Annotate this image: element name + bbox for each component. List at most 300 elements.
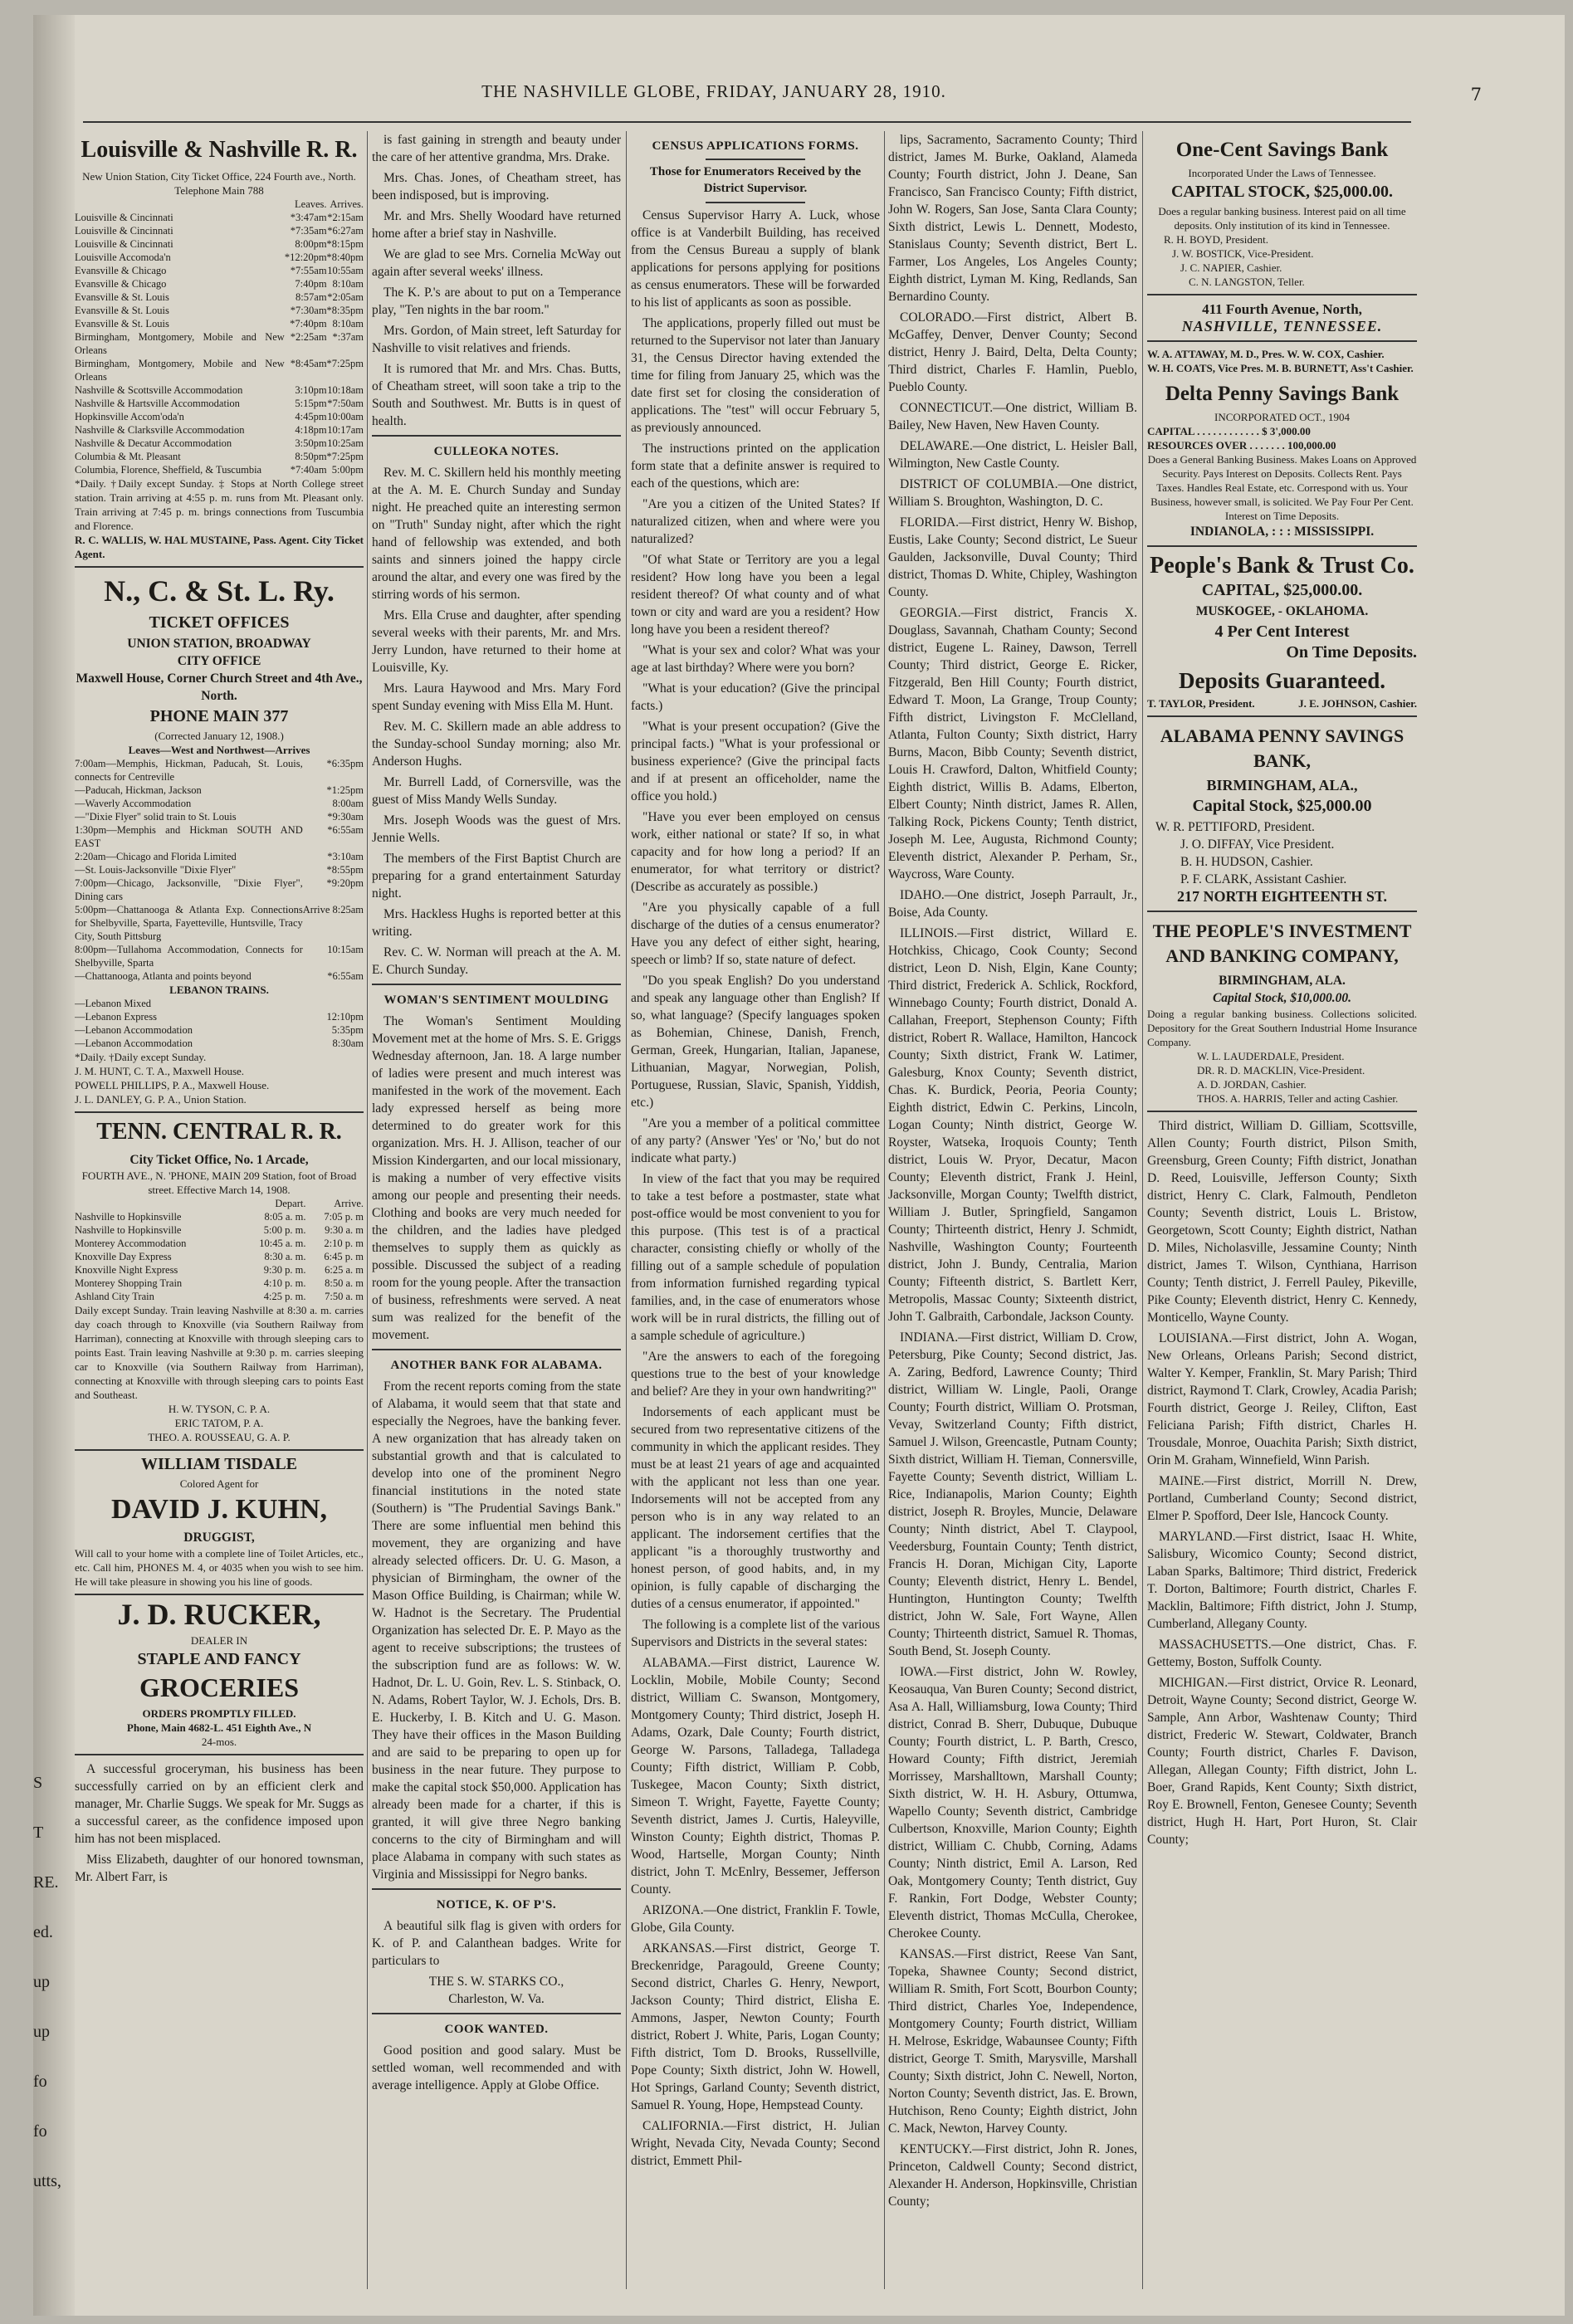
news-paragraph: The members of the First Baptist Church are preparing for a grand entertainment Saturday night. [372, 852, 621, 901]
news-paragraph: "What is your present occupation? (Give the principal facts.) "What is your professional or business experience? (Give the principal facts and if at present an officeholder, name the office you hold.) [631, 720, 880, 803]
kp-place: Charleston, W. Va. [448, 1992, 545, 2006]
train-time: 3:10pm [295, 384, 327, 396]
news-paragraph: "Are you a citizen of the United States? If naturalized citizen, when and where were you naturalized? [631, 497, 880, 546]
news-paragraph: CALIFORNIA.—First district, H. Julian Wright, Nevada City, Nevada County; Second district, Emmett Phil- [631, 2119, 880, 2168]
alabama-bank-capital: Capital Stock, $25,000.00 [1192, 797, 1372, 815]
table-row [75, 903, 364, 943]
train-name: Nashville to Hopkinsville [75, 1224, 182, 1236]
train-time: *1:25pm [326, 784, 364, 796]
train-time: 8:57am [296, 291, 327, 303]
peoples-bank-title: People's Bank & Trust Co. [1150, 553, 1414, 579]
culleoka-heading: CULLEOKA NOTES. [433, 445, 559, 458]
train-name: —St. Louis-Jacksonville "Dixie Flyer" [75, 864, 237, 876]
news-paragraph: Mr. Burrell Ladd, of Cornersville, was the guest of Miss Mandy Wells Sunday. [372, 775, 621, 807]
news-paragraph: "Are you a member of a political committee of any party? (Answer 'Yes' or 'No,' but do not indicate what party.) [631, 1116, 880, 1165]
divider [706, 159, 805, 160]
table-row [75, 264, 364, 277]
table-row [75, 1250, 364, 1263]
kuhn-role: DRUGGIST, [183, 1531, 255, 1545]
alabama-bank-officer: W. R. PETTIFORD, President. [1155, 820, 1315, 834]
table-row [75, 410, 364, 423]
delta-bank-capital: CAPITAL . . . . . . . . . . . . $ 3',000.00 [1147, 425, 1311, 437]
news-paragraph: ILLINOIS.—First district, Willard E. Hotchkiss, Chicago, Cook County; Second district, Leon D. Nish, Elgin, Kane County; Third district, Frederick A. Schlick, Rockford, Winnebago County; Fourth district, Donald A. Callahan, Freeport, Stephenson County; Fifth district, Robert R. Wallace, Hamilton, Hancock County; Sixth district, Frank W. Latimer, Galesburg, Knox County; Seventh district, Chas. K. Burdick, Peoria, Peoria County; Eighth district, Edwin C. Perkins, Lincoln, Logan County; Ninth district, George W. Royster, Watseka, Iroquois County; Tenth district, Louis W. Pryor, Decatur, Macon County; Eleventh district, Frank J. Heinl, Jacksonville, Morgan County; Twelfth district, William J. Butler, Springfield, Sangamon County; Thirteenth district, Henry J. Schmidt, Nashville, Washington County; Fourteenth district, John J. Bundy, Centralia, Marion County; Fifteenth district, S. Bartlett Kerr, Metropolis, Massac County; Sixteenth district, John T. Galbraith, Carbondale, Jackson County. [888, 926, 1137, 1324]
train-time: 7:40pm [295, 278, 327, 290]
train-name: Evansville & St. Louis [75, 318, 169, 330]
peoples-bank-interest-2: On Time Deposits. [1286, 643, 1417, 662]
train-name: Knoxville Night Express [75, 1264, 178, 1276]
rucker-orders: ORDERS PROMPTLY FILLED. [142, 1707, 296, 1720]
news-paragraph: DELAWARE.—One district, L. Heisler Ball, Wilmington, New Castle County. [888, 439, 1137, 471]
kp-firm: THE S. W. STARKS CO., [428, 1975, 564, 1989]
investment-bank-title: THE PEOPLE'S INVESTMENT AND BANKING COMPANY, [1152, 920, 1412, 966]
ln-intro: New Union Station, City Ticket Office, 224 Fourth ave., North. Telephone Main 788 [82, 170, 356, 197]
cook-body: Good position and good salary. Must be settled woman, well recommended and with average intelligence. Apply at Globe Office. [372, 2043, 621, 2092]
peoples-bank-place: MUSKOGEE, - OKLAHOMA. [1195, 604, 1369, 618]
train-name: Ashland City Train [75, 1291, 154, 1302]
table-row [75, 850, 364, 863]
header-rule [83, 121, 1411, 123]
train-name: Evansville & Chicago [75, 278, 167, 290]
table-row [75, 330, 364, 357]
ln-agents: R. C. WALLIS, W. HAL MUSTAINE, Pass. Agent. City Ticket Agent. [75, 534, 364, 560]
ln-notes: *Daily. †Daily except Sunday. ‡ Stops at North College street station. Train arriving at 4:55 p. m. runs from Mt. Pleasant only. Train arriving at 7:45 p. m. brings connections from Tuscumbia and Florence. [75, 477, 364, 532]
column-header: Arrive. [334, 1198, 364, 1209]
divider [706, 202, 805, 203]
train-time: *2:15am [327, 212, 364, 223]
news-paragraph: CONNECTICUT.—One district, William B. Bailey, New Haven, New Haven County. [888, 401, 1137, 432]
column-divider [626, 131, 627, 2289]
tc-timetable [75, 1197, 364, 1303]
ln-timetable [75, 198, 364, 476]
train-name: Columbia & Mt. Pleasant [75, 451, 181, 462]
nc-notes: *Daily. †Daily except Sunday. [75, 1051, 207, 1063]
table-row [75, 1263, 364, 1277]
train-time: 4:45pm [295, 411, 327, 422]
column-header: Arrives. [330, 198, 364, 210]
kp-body: A beautiful silk flag is given with orders for K. of P. and Calanthean badges. Write for particulars to [372, 1919, 621, 1968]
column-railroads [75, 131, 364, 2306]
train-name: Hopkinsville Accom'oda'n [75, 411, 184, 422]
train-time: *9:20pm [326, 877, 364, 889]
train-time: 5:00 p. m. [263, 1224, 306, 1236]
divider [372, 1349, 621, 1350]
divider [75, 1594, 364, 1595]
table-header-row [75, 1197, 364, 1210]
news-paragraph: FLORIDA.—First district, Henry W. Bishop, Eustis, Lake County; Second district, Le Sueur Gaulden, Jacksonville, Duval County; Third district, Thomas D. White, Chipley, Washington County. [888, 515, 1137, 599]
news-paragraph: KANSAS.—First district, Reese Van Sant, Topeka, Shawnee County; Second district, William R. Smith, Fort Scott, Bourbon County; Third district, Charles Yoe, Independence, Montgomery County; Fourth district, William H. Melrose, Eskridge, Wabaunsee County; Fifth district, George T. Smith, Marysville, Marshall County; Sixth district, John C. Newell, Norton, Norton County; Seventh district, Jas. E. Brown, Hutchison, Reno County; Eighth district, John C. Mack, Newton, Harvey County. [888, 1947, 1137, 2136]
news-paragraph: We are glad to see Mrs. Cornelia McWay out again after several weeks' illness. [372, 247, 621, 279]
divider [1147, 294, 1417, 295]
tc-notes: Daily except Sunday. Train leaving Nashville at 8:30 a. m. carries day coach through to Knoxville (via Southern Railway from Harriman), connecting at Knoxville with through sleeping cars to points East. Train leaving Nashville at 9:30 p. m. carries sleeping car to Knoxville (via Southern Railway from Harriman), connecting at Knoxville with through sleeping cars to points East and Southeast. [75, 1304, 364, 1401]
train-name: 8:00pm—Tullahoma Accommodation, Connects for Shelbyville, Sparta [75, 944, 303, 969]
rucker-dealer: DEALER IN [190, 1634, 248, 1647]
train-time: 5:35pm [331, 1024, 364, 1036]
nc-maxwell: Maxwell House, Corner Church Street and 4th Ave., North. [76, 671, 363, 703]
train-time: 10:00am [327, 411, 364, 422]
train-time: 4:10 p. m. [263, 1277, 306, 1289]
table-row [75, 357, 364, 383]
train-name: —Waverly Accommodation [75, 798, 192, 809]
news-paragraph: The instructions printed on the application form state that a definite answer is required to each of the questions, which are: [631, 442, 880, 491]
table-row [75, 1210, 364, 1223]
table-row [75, 784, 364, 797]
tisdale-name: WILLIAM TISDALE [140, 1455, 298, 1473]
edge-char: ed. [33, 1923, 53, 1941]
train-time: 8:10am [332, 278, 364, 290]
ln-railroad-title: Louisville & Nashville R. R. [81, 137, 358, 163]
train-time: *2:05am [327, 291, 364, 303]
train-name: 5:00pm—Chattanooga & Atlanta Exp. Connections for Shelbyville, Sparta, Fayetteville, Huntsville, Tracy City, South Pittsburg [75, 904, 303, 942]
train-time: *7:25pm [326, 451, 364, 462]
column-header: Depart. [275, 1198, 306, 1209]
table-row [75, 1223, 364, 1237]
train-name: —Chattanooga, Atlanta and points beyond [75, 970, 252, 982]
train-time [295, 997, 364, 1010]
table-row [75, 211, 364, 224]
alabama-bank-place: BIRMINGHAM, ALA., [1206, 777, 1358, 793]
column-divider [1142, 131, 1143, 2289]
edge-char: utts, [33, 2172, 61, 2190]
edge-char: fo [33, 2073, 47, 2091]
column-divider [367, 131, 368, 2289]
tc-office: City Ticket Office, No. 1 Arcade, [129, 1153, 309, 1167]
train-name: 7:00am—Memphis, Hickman, Paducah, St. Louis, connects for Centreville [75, 758, 303, 783]
edge-char: up [33, 1973, 50, 1991]
news-paragraph: GEORGIA.—First district, Francis X. Douglass, Savannah, Chatham County; Second district, Eugene L. Rainey, Dawson, Terrell County; Third district, George E. Ricker, Fitzgerald, Ben Hill County; Fourth district, Edward T. Moon, La Grange, Troup County; Fifth district, Livingston F. McClelland, Atlanta, Fulton County; Sixth district, Harry Burns, Macon, Bibb County; Seventh district, Louis H. Crawford, Dalton, Whitfield County; Eighth district, Willis B. Adams, Elberton, Elbert County; Ninth district, James R. Allen, Talking Rock, Pickens County; Tenth district, Joseph M. Lee, Augusta, Richmond County; Eleventh district, Alexander P. Perham, Sr., Waycross, Ware County. [888, 606, 1137, 881]
train-time: *6:55am [327, 970, 364, 982]
one-cent-bank-capital: CAPITAL STOCK, $25,000.00. [1170, 183, 1394, 201]
cut-off-left-edge-text [33, 1758, 61, 2206]
train-name: Louisville & Cincinnati [75, 225, 173, 237]
kuhn-body: Will call to your home with a complete line of Toilet Articles, etc., etc. Call him, PHONES M. 4, or 4035 when you wish to see him. He will take pleasure in showing you his line of goods. [75, 1547, 364, 1588]
train-time: 10:15am [327, 944, 364, 955]
train-time: 10:45 a. m. [259, 1238, 306, 1249]
table-row [75, 876, 364, 903]
train-time: *6:55am [327, 824, 364, 836]
train-time: *:37am [332, 331, 364, 343]
one-cent-bank-officer: J. W. BOSTICK, Vice-President. [1172, 247, 1314, 260]
table-row [75, 224, 364, 237]
train-name: Nashville to Hopkinsville [75, 1211, 182, 1223]
tc-agent: H. W. TYSON, C. P. A. [168, 1403, 271, 1415]
one-cent-bank-city: NASHVILLE, TENNESSEE. [1181, 318, 1383, 334]
kp-heading: NOTICE, K. OF P'S. [436, 1898, 557, 1911]
train-name: 2:20am—Chicago and Florida Limited [75, 851, 237, 862]
train-time: 10:17am [327, 424, 364, 436]
table-row [75, 1237, 364, 1250]
train-time: 7:05 p. m [324, 1211, 364, 1223]
masthead: THE NASHVILLE GLOBE, FRIDAY, JANUARY 28, 1910. [481, 81, 946, 101]
news-paragraph: MICHIGAN.—First district, Orvice R. Leonard, Detroit, Wayne County; Second district, George W. Sample, Ann Arbor, Washtenaw County; Third district, Frederic W. Stewart, Coldwater, Branch County; Fourth district, Charles F. Davison, Allegan, Allegan County; Fifth district, John L. Boer, Grand Rapids, Kent County; Sixth district, Roy E. Brownell, Fenton, Genesee County; Seventh district, Hugh H. Hart, Port Huron, St. Clair County; [1147, 1676, 1417, 1847]
bank-heading: ANOTHER BANK FOR ALABAMA. [390, 1359, 603, 1372]
nc-timetable [75, 757, 364, 983]
table-row [75, 969, 364, 983]
table-row [75, 304, 364, 317]
train-time: 9:30 a. m [325, 1224, 364, 1236]
divider [372, 984, 621, 985]
train-time: 10:55am [327, 265, 364, 276]
news-paragraph: ARKANSAS.—First district, George T. Breckenridge, Paragould, Greene County; Second district, Charles G. Henry, Newport, Jackson County; Third district, Elisha E. Ammons, Jasper, Newton County; Fourth district, Robert J. White, Paris, Logan County; Fifth district, Tom D. Brooks, Russellville, Pope County; Sixth district, John W. Howell, Hot Springs, Garland County; Seventh district, Samuel R. Young, Hope, Hempstead County. [631, 1941, 880, 2112]
peoples-bank-capital: CAPITAL, $25,000.00. [1201, 581, 1363, 599]
train-time: 8:30 a. m. [264, 1251, 306, 1262]
train-name: Columbia, Florence, Sheffield, & Tuscumbia [75, 464, 262, 476]
edge-char: up [33, 2023, 50, 2041]
column-local-news [372, 131, 621, 2306]
peoples-bank-officers [1147, 696, 1417, 710]
news-paragraph: The applications, properly filled out must be returned to the Supervisor not later than January 31, the Census Director having extended the time for filing from January 25, which was the date first set for closing the consideration of applications. The "test" will occur February 5, as previously announced. [631, 316, 880, 435]
news-paragraph: IDAHO.—One district, Joseph Parrault, Jr., Boise, Ada County. [888, 888, 1137, 920]
news-paragraph: "Have you ever been employed on census work, either national or state? If so, in what capacity and for how long a period? If an enumerator, for what territory or district? (Describe as accurately as possible.) [631, 810, 880, 894]
train-name: Louisville & Cincinnati [75, 212, 173, 223]
train-time: 7:50 a. m [325, 1291, 364, 1302]
news-paragraph: Third district, William D. Gilliam, Scottsville, Allen County; Fourth district, Pilson Smith, Greensburg, Green County; Fifth district, Jonathan D. Reed, Louisville, Jefferson County; Sixth district, Henry C. Clark, Falmouth, Pendleton County; Seventh district, Louis L. Bristow, Georgetown, Scott County; Eighth district, Nathan D. Miles, Nicholasville, Jessamine County; Ninth district, James T. Wilson, Cynthiana, Harrison County; Tenth district, J. Ferrell Pauley, Pikeville, Pike County; Eleventh district, Henry C. Kennedy, Monticello, Wayne County. [1147, 1119, 1417, 1325]
table-row [75, 237, 364, 251]
divider [372, 435, 621, 437]
news-paragraph: LOUISIANA.—First district, John A. Wogan, New Orleans, Orleans Parish; Second district, Walter Y. Kemper, Franklin, St. Mary Parish; Third district, Raymond T. Clark, Crowley, Acadia Parish; Fourth district, George J. Reiley, Clifton, East Feliciana Parish; Fifth district, Charles H. Trousdale, Monroe, Ouachita Parish; Sixth district, Orin M. Graham, Winnefield, Winn Parish. [1147, 1331, 1417, 1467]
train-time: *7:50am [327, 398, 364, 409]
train-name: 7:00pm—Chicago, Jacksonville, "Dixie Flyer", Dining cars [75, 877, 303, 902]
train-name: —Lebanon Express [75, 1011, 157, 1023]
divider [75, 1111, 364, 1113]
one-cent-bank-title: One-Cent Savings Bank [1175, 139, 1389, 161]
news-paragraph: "Are the answers to each of the foregoing questions true to the best of your knowledge and belief? Are they in your own handwriting?" [631, 1350, 880, 1399]
train-name: Evansville & St. Louis [75, 305, 169, 316]
train-time: Arrive 8:25am [302, 904, 364, 915]
news-paragraph: INDIANA.—First district, William D. Crow, Petersburg, Pike County; Second district, Jas. A. Zaring, Bedford, Lawrence County; Third district, William W. Lingle, Paoli, Orange County; Fourth district, William O. Protsman, Vevay, Switzerland County; Fifth district, Samuel J. Wilson, Greencastle, Putnam County; Sixth district, William H. Tieman, Connersville, Fayette County; Seventh district, William L. Rice, Indianapolis, Marion County; Eighth district, Joseph R. Broyles, Muncie, Delaware County; Ninth district, Abel T. Claypool, Veedersburg, Fountain County; Tenth district, Francis H. Doran, Michigan City, Laporte County; Eleventh district, Henry L. Bendel, Huntington, Huntington County; Twelfth district, John W. Sale, Fort Wayne, Allen County; Thirteenth district, Samuel R. Thomas, South Bend, St. Joseph County. [888, 1330, 1137, 1658]
table-row [75, 450, 364, 463]
divider [75, 1449, 364, 1451]
train-time: 4:25 p. m. [263, 1291, 306, 1302]
investment-bank-officer: A. D. JORDAN, Cashier. [1197, 1078, 1307, 1091]
page-number: 7 [1470, 85, 1482, 105]
nc-ticket-offices: TICKET OFFICES [149, 613, 290, 632]
nc-agent: POWELL PHILLIPS, P. A., Maxwell House. [75, 1079, 270, 1091]
census-heading: CENSUS APPLICATIONS FORMS. [652, 139, 859, 153]
news-paragraph: It is rumored that Mr. and Mrs. Chas. Butts, of Cheatham street, will soon take a trip to the South and Southwest. Mr. Butts is in quest of health. [372, 362, 621, 428]
delta-bank-place: INDIANOLA, : : : MISSISSIPPI. [1190, 525, 1375, 539]
peoples-bank-officer: J. E. JOHNSON, Cashier. [1298, 697, 1417, 710]
news-paragraph: "Of what State or Territory are you a legal resident? How long have you been a legal resident thereof? Of what county and of what town or city and ward are you a resident? How long have you been a resident thereof? [631, 553, 880, 637]
train-name: —Lebanon Accommodation [75, 1038, 193, 1049]
table-row [75, 1290, 364, 1303]
news-paragraph: MARYLAND.—First district, Isaac H. White, Salisbury, Wicomico County; Second district, Laban Sparks, Baltimore; Third district, Frederick T. Dorton, Baltimore; Fourth district, Charles F. Macklin, Baltimore; Fifth district, John J. Stump, Cumberland, Allegany County. [1147, 1530, 1417, 1631]
news-paragraph: KENTUCKY.—First district, John R. Jones, Princeton, Caldwell County; Second district, Alexander H. Anderson, Hopkinsville, Christian County; [888, 2142, 1137, 2209]
train-name: Birmingham, Montgomery, Mobile and New Orleans [75, 358, 285, 383]
newspaper-page [33, 15, 1565, 2316]
nc-railroad-title: N., C. & St. L. Ry. [104, 574, 335, 608]
news-paragraph: DISTRICT OF COLUMBIA.—One district, William S. Broughton, Washington, D. C. [888, 477, 1137, 509]
nc-lebanon-timetable [75, 997, 364, 1050]
cook-heading: COOK WANTED. [444, 2023, 549, 2036]
nc-city-office: CITY OFFICE [177, 654, 261, 668]
train-time: 8:30am [332, 1038, 364, 1049]
peoples-bank-officer: T. TAYLOR, President. [1147, 697, 1255, 710]
one-cent-bank-officer: J. C. NAPIER, Cashier. [1180, 261, 1282, 274]
table-row [75, 757, 364, 784]
alabama-bank-officer: J. O. DIFFAY, Vice President. [1180, 837, 1335, 852]
train-name: —Lebanon Mixed [75, 998, 151, 1009]
train-name: Nashville & Scottsville Accommodation [75, 384, 243, 396]
train-time: 8:10am [332, 318, 364, 330]
one-cent-bank-address: 411 Fourth Avenue, North, [1202, 301, 1362, 317]
train-time: *7:30am [290, 305, 327, 316]
column-divider [884, 131, 885, 2289]
train-time: *6:27am [327, 225, 364, 237]
table-row [75, 823, 364, 850]
column-census [631, 131, 880, 2306]
delta-bank-officers: W. H. COATS, Vice Pres. M. B. BURNETT, Ass't Cashier. [1147, 362, 1414, 374]
nc-corrected: (Corrected January 12, 1908.) [154, 730, 284, 742]
alabama-bank-officer: B. H. HUDSON, Cashier. [1180, 855, 1313, 869]
one-cent-bank-inc: Incorporated Under the Laws of Tennessee. [1188, 167, 1376, 179]
news-paragraph: IOWA.—First district, John W. Rowley, Keosauqua, Van Buren County; Second district, Asa A. Hall, Williamsburg, Iowa County; Third district, Conrad B. Sherr, Dubuque, Dubuque County; Fourth district, L. P. Barth, Cresco, Howard County; Fifth district, Jeremiah Morrissey, Marshalltown, Marshall County; Sixth district, W. H. H. Asbury, Ottumwa, Wapello County; Seventh district, Cambridge Culbertson, Knoxville, Marion County; Eighth district, William C. Chubb, Corning, Adams County; Ninth district, Emil A. Larson, Red Oak, Montgomery County; Tenth district, Guy F. Rankin, Fort Dodge, Webster County; Eleventh district, Thomas McCulla, Cherokee, Cherokee County. [888, 1665, 1137, 1941]
train-name: Nashville & Decatur Accommodation [75, 437, 232, 449]
news-paragraph: Rev. M. C. Skillern held his monthly meeting at the A. M. E. Church Sunday and Sunday night. He preached quite an interesting sermon on "Truth" Sunday night, after which the right hand of fellowship was extended, and both saints and sinners joined the happy circle around the altar, and every one was fired by the stirring words of his sermon. [372, 466, 621, 602]
news-paragraph: Census Supervisor Harry A. Luck, whose office is at Vanderbilt Building, has received from the Census Bureau a supply of blank applications for persons applying for positions as census enumerators. These will be forwarded to his list of applicants as soon as possible. [631, 208, 880, 310]
train-time: 8:50 a. m [325, 1277, 364, 1289]
divider [1147, 911, 1417, 912]
rucker-name: J. D. RUCKER, [117, 1598, 321, 1631]
train-name: Monterey Shopping Train [75, 1277, 183, 1289]
nc-lebanon-title: LEBANON TRAINS. [169, 984, 269, 996]
divider [1147, 340, 1417, 342]
one-cent-bank-officer: R. H. BOYD, President. [1164, 233, 1269, 246]
divider [372, 1888, 621, 1890]
train-name: Monterey Accommodation [75, 1238, 187, 1249]
delta-bank-officers: W. A. ATTAWAY, M. D., Pres. W. W. COX, Cashier. [1147, 348, 1385, 360]
news-paragraph: Mrs. Hackless Hughs is reported better at this writing. [372, 907, 621, 939]
news-paragraph: lips, Sacramento, Sacramento County; Third district, James M. Burke, Oakland, Alameda County; Fourth district, John J. Deane, San Francisco, San Francisco County; Fifth district, John W. Rogers, San Jose, Santa Clara County; Sixth district, Lewis L. Dennett, Modesto, Stanislaus County; Seventh district, Bert L. Farmer, Los Angeles, Los Angeles County; Eighth district, Lyman M. King, Redlands, San Bernardino County. [888, 133, 1137, 304]
divider [1147, 545, 1417, 547]
divider [75, 1754, 364, 1755]
train-time: 5:00pm [331, 464, 364, 476]
tisdale-role: Colored Agent for [179, 1477, 259, 1490]
news-paragraph: The following is a complete list of the various Supervisors and Districts in the several states: [631, 1618, 880, 1649]
train-time: *8:55pm [326, 864, 364, 876]
tc-addr: FOURTH AVE., N. 'PHONE, MAIN 209 Station, foot of Broad street. Effective March 14, 1908. [81, 1169, 357, 1196]
train-name: Knoxville Day Express [75, 1251, 172, 1262]
train-time: 5:15pm [295, 398, 327, 409]
train-time: *7:40am [290, 464, 327, 476]
tc-agent: ERIC TATOM, P. A. [174, 1417, 264, 1429]
train-time: 12:10pm [326, 1011, 364, 1023]
kuhn-name: DAVID J. KUHN, [110, 1494, 328, 1525]
train-time: *3:47am [290, 212, 327, 223]
news-paragraph: MAINE.—First district, Morrill N. Drew, Portland, Cumberland County; Second district, Elmer P. Spofford, Deer Isle, Hancock County. [1147, 1474, 1417, 1523]
train-time: 8:00pm [295, 238, 327, 250]
edge-char: fo [33, 2122, 47, 2141]
train-time: *7:35am [290, 225, 327, 237]
rucker-hours: 24-mos. [201, 1736, 237, 1748]
news-paragraph: ARIZONA.—One district, Franklin F. Towle, Globe, Gila County. [631, 1903, 880, 1935]
table-row [75, 1023, 364, 1037]
delta-bank-title: Delta Penny Savings Bank [1165, 383, 1400, 405]
edge-char: T [33, 1824, 44, 1842]
divider [75, 566, 364, 568]
train-time: *9:30am [327, 811, 364, 823]
train-time: 6:45 p. m [324, 1251, 364, 1262]
delta-bank-resources: RESOURCES OVER . . . . . . . 100,000.00 [1147, 439, 1336, 452]
table-row [75, 1010, 364, 1023]
news-paragraph: is fast gaining in strength and beauty under the care of her attentive grandma, Mrs. Drake. [372, 133, 621, 164]
train-time: *8:15pm [326, 238, 364, 250]
census-subheading: Those for Enumerators Received by the District Supervisor. [649, 165, 862, 195]
investment-bank-officer: THOS. A. HARRIS, Teller and acting Cashier. [1197, 1092, 1399, 1105]
news-paragraph: The K. P.'s are about to put on a Temperance play, "Ten nights in the bar room." [372, 286, 621, 317]
alabama-bank-address: 217 NORTH EIGHTEENTH ST. [1176, 888, 1388, 905]
news-paragraph: Mrs. Gordon, of Main street, left Saturday for Nashville to visit relatives and friends. [372, 324, 621, 355]
nc-union-station: UNION STATION, BROADWAY [127, 637, 311, 651]
news-paragraph: "What is your education? (Give the principal facts.) [631, 681, 880, 713]
train-name: Birmingham, Montgomery, Mobile and New Orleans [75, 331, 285, 356]
rucker-phone: Phone, Main 4682-L. 451 Eighth Ave., N [126, 1721, 312, 1734]
news-paragraph: The Woman's Sentiment Moulding Movement met at the home of Mrs. S. E. Griggs Wednesday afternoon, Jan. 18. A large number of ladies were present and much interest was manifested in the work of the movement. Each lady expressed herself as being more determined to do greater work for this organization. Mrs. H. J. Allison, teacher of our Mission Kindergarten, and our local missionary, is making a number of very effective visits among our people and presenting their needs. Clothing and books are very much needed for the children, and the ladies have pledged themselves to supply them as quickly as possible. Discussed the subject of a reading room for the young people. After the transaction of business, refreshments were served. A neat sum was realized for the benefit of the movement. [372, 1014, 621, 1342]
news-paragraph: Mrs. Laura Haywood and Mrs. Mary Ford spent Sunday evening with Miss Ella M. Hunt. [372, 681, 621, 713]
train-time: *7:25pm [326, 358, 364, 369]
investment-bank-officer: W. L. LAUDERDALE, President. [1197, 1050, 1345, 1062]
table-row [75, 437, 364, 450]
one-cent-bank-body: Does a regular banking business. Interest paid on all time deposits. Only institution of its kind in Tennessee. [1158, 205, 1406, 232]
table-row [75, 251, 364, 264]
news-paragraph: "Do you speak English? Do you understand and speak any language other than English? If so, what language? (Specify languages spoken as Bohemian, Chinese, Danish, French, German, Greek, Hungarian, Italian, Japanese, Lithuanian, Magyar, Norwegian, Polish, Portuguese, Russian, Slavic, Spanish, Yiddish, etc.) [631, 974, 880, 1110]
train-name: Nashville & Clarksville Accommodation [75, 424, 245, 436]
train-name: 1:30pm—Memphis and Hickman SOUTH AND EAST [75, 824, 303, 849]
rucker-body-2: Miss Elizabeth, daughter of our honored townsman, Mr. Albert Farr, is [75, 1853, 364, 1884]
train-time: *3:10am [327, 851, 364, 862]
alabama-bank-officer: P. F. CLARK, Assistant Cashier. [1180, 872, 1347, 886]
train-name: Evansville & St. Louis [75, 291, 169, 303]
news-paragraph: Rev. M. C. Skillern made an able address to the Sunday-school Sunday morning; also Mr. Anderson Hughs. [372, 720, 621, 769]
peoples-bank-guaranteed: Deposits Guaranteed. [1179, 668, 1385, 693]
news-paragraph: Mrs. Ella Cruse and daughter, after spending several weeks with their parents, Mr. and Mrs. Jerry Lundon, have returned to their home at Louisville, Ky. [372, 608, 621, 675]
news-paragraph: ALABAMA.—First district, Laurence W. Locklin, Mobile, Mobile County; Second district, William C. Swanson, Montgomery, Montgomery County; Third district, Joseph H. Adams, Ozark, Dale County; Fourth district, George W. Parsons, Talladega, Talladega County; Fifth district, William P. Cobb, Tuskegee, Macon County; Sixth district, Simeon T. Wright, Fayette, Fayette County; Seventh district, James J. Curtis, Haleyville, Winston County; Eighth district, Thomas P. Wood, Hartselle, Morgan County; Ninth district, John T. McEnlry, Bessemer, Jefferson County. [631, 1656, 880, 1897]
news-paragraph: In view of the fact that you may be required to take a test before a postmaster, state what post-office would be most convenient to you for this purpose. (This test is of a practical character, consisting chiefly or wholly of the filling out of a sample schedule of population from information furnished regarding typical families, and, in the case of enumerators whose work will be in rural districts, the filling out of a sample schedule of agriculture.) [631, 1172, 880, 1343]
investment-bank-body: Doing a regular banking business. Collections solicited. Depository for the Great Southern Industrial Home Insurance Company. [1147, 1008, 1417, 1048]
table-row [75, 317, 364, 330]
column-census-continued [888, 131, 1137, 2306]
women-heading: WOMAN'S SENTIMENT MOULDING [383, 994, 609, 1007]
rucker-staple: STAPLE AND FANCY [137, 1650, 301, 1668]
train-time: *8:35pm [326, 305, 364, 316]
train-time: *6:35pm [326, 758, 364, 769]
table-row [75, 1037, 364, 1050]
train-time: 8:50pm [295, 451, 327, 462]
edge-char: RE. [33, 1873, 59, 1892]
table-row [75, 797, 364, 810]
train-time: *2:25am [290, 331, 327, 343]
train-time: *7:40pm [290, 318, 327, 330]
alabama-bank-title: ALABAMA PENNY SAVINGS BANK, [1160, 725, 1404, 771]
train-name: —Paducah, Hickman, Jackson [75, 784, 202, 796]
train-time: 10:18am [327, 384, 364, 396]
divider [372, 2013, 621, 2014]
table-row [75, 810, 364, 823]
table-row [75, 943, 364, 969]
train-time: *8:40pm [326, 251, 364, 263]
nc-agent: J. M. HUNT, C. T. A., Maxwell House. [75, 1065, 245, 1077]
train-name: Louisville Accomoda'n [75, 251, 171, 263]
train-time: 9:30 p. m. [263, 1264, 306, 1276]
divider [1147, 715, 1417, 717]
nc-agent: J. L. DANLEY, G. P. A., Union Station. [75, 1093, 247, 1106]
news-paragraph: "Are you physically capable of a full discharge of the duties of a census enumerator? Have you any defect of either sight, hearing, speech or limb? If so, state nature of defect. [631, 901, 880, 967]
tc-railroad-title: TENN. CENTRAL R. R. [96, 1119, 342, 1145]
news-paragraph: Indorsements of each applicant must be secured from two representative citizens of the community in which the applicant resides. They must be at least 21 years of age and acquainted with the applicant not less than one year. Indorsements will not be accepted from any person who is in any way related to an applicant. The indorsement certifies that the applicant "is a thoroughly trustworthy and honest person, of good habits, and, in my opinion, is fully capable of discharging the duties of a census enumerator, if appointed." [631, 1405, 880, 1611]
investment-bank-capital: Capital Stock, $10,000.00. [1212, 991, 1352, 1005]
train-time: 2:10 p. m [324, 1238, 364, 1249]
train-time: *7:55am [290, 265, 327, 276]
rucker-body: A successful groceryman, his business has been successfully carried on by an efficient clerk and manager, Mr. Charlie Suggs. We speak for Mr. Suggs as a successful career, as the confidence imposed upon him has not been misplaced. [75, 1762, 364, 1846]
